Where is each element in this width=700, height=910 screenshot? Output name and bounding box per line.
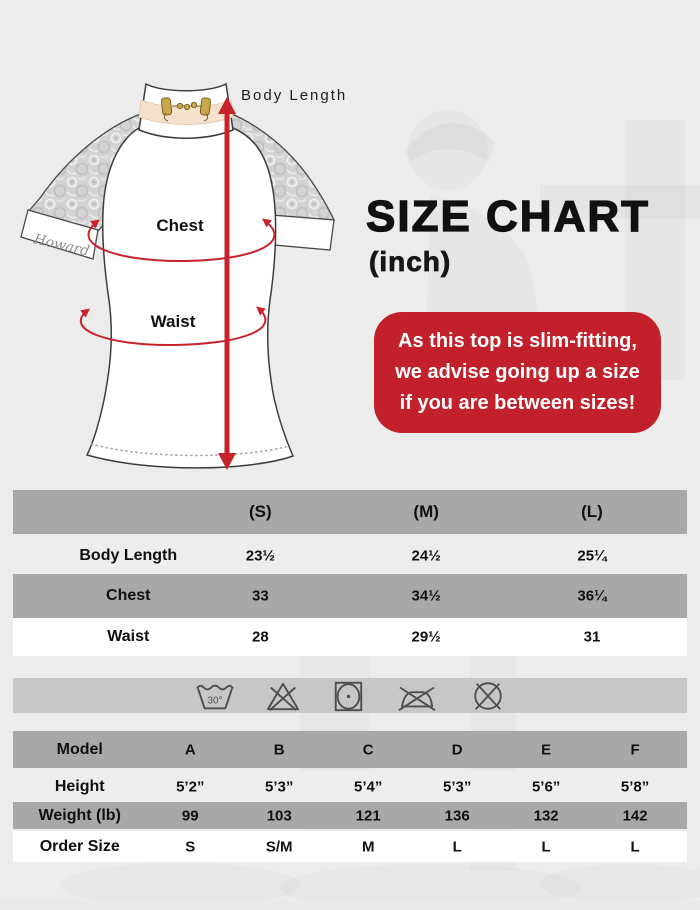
fit-notice-box bbox=[374, 312, 661, 433]
size-value: 25¼ bbox=[577, 547, 607, 564]
order-size-value: S/M bbox=[265, 838, 293, 855]
model-value: F bbox=[630, 741, 640, 758]
wash-temp-text: 30° bbox=[207, 695, 223, 707]
bottom-strip bbox=[0, 901, 700, 910]
do-not-bleach-icon bbox=[261, 679, 305, 713]
size-value: 31 bbox=[583, 628, 601, 646]
waist-label: Waist bbox=[150, 312, 196, 331]
chest-label: Chest bbox=[156, 216, 204, 235]
notice-line: we advise going up a size bbox=[395, 361, 640, 383]
height-value: 5’3” bbox=[442, 778, 472, 795]
size-value: 28 bbox=[252, 628, 269, 646]
table-row-waist bbox=[13, 618, 687, 656]
row-label: Model bbox=[56, 740, 103, 758]
size-value: 24½ bbox=[411, 547, 441, 564]
table-row-body-length bbox=[13, 537, 687, 574]
weight-value: 132 bbox=[533, 807, 559, 824]
size-value: 33 bbox=[252, 587, 269, 605]
weight-value: 142 bbox=[622, 807, 648, 824]
page-title: SIZE CHART bbox=[366, 192, 650, 241]
height-value: 5’6” bbox=[531, 778, 561, 795]
order-size-value: S bbox=[185, 838, 196, 855]
height-value: 5’4” bbox=[354, 778, 383, 795]
order-size-value: L bbox=[630, 838, 640, 855]
weight-value: 121 bbox=[355, 807, 381, 824]
wash-30-icon bbox=[193, 679, 237, 713]
body-length-label: Body Length bbox=[241, 87, 348, 104]
order-size-value: L bbox=[452, 838, 462, 855]
weight-value: 99 bbox=[181, 807, 199, 824]
do-not-iron-icon bbox=[395, 679, 439, 713]
table-row-chest bbox=[13, 574, 687, 618]
row-label: Height bbox=[54, 777, 105, 795]
model-table-header-row bbox=[13, 731, 687, 768]
collar bbox=[139, 84, 233, 138]
model-value: E bbox=[541, 741, 552, 758]
sleeve-brand-text: Howard bbox=[32, 231, 91, 260]
model-table-weight-row bbox=[13, 802, 687, 829]
size-value: 23½ bbox=[245, 547, 275, 564]
order-size-value: L bbox=[541, 838, 551, 855]
size-table-header-row bbox=[13, 490, 687, 534]
model-value: C bbox=[362, 741, 374, 758]
tumble-dry-low-icon bbox=[326, 679, 370, 713]
size-value: 29½ bbox=[411, 628, 441, 646]
size-col-l: (L) bbox=[581, 502, 603, 521]
model-table-order-size-row bbox=[13, 831, 687, 862]
size-value: 36¼ bbox=[577, 587, 607, 605]
size-col-s: (S) bbox=[249, 502, 272, 521]
row-label: Order Size bbox=[39, 837, 120, 855]
model-value: A bbox=[184, 741, 196, 758]
row-label: Weight (lb) bbox=[38, 806, 121, 824]
size-value: 34½ bbox=[411, 587, 441, 605]
size-col-m: (M) bbox=[413, 502, 439, 521]
height-value: 5’8” bbox=[620, 778, 650, 795]
notice-line: if you are between sizes! bbox=[399, 392, 636, 414]
height-value: 5’2” bbox=[176, 778, 205, 795]
model-value: D bbox=[451, 741, 463, 758]
model-table-height-row bbox=[13, 771, 687, 802]
model-value: B bbox=[273, 741, 285, 758]
weight-value: 136 bbox=[444, 807, 470, 824]
care-symbols-band bbox=[13, 678, 687, 713]
order-size-value: M bbox=[361, 838, 375, 855]
do-not-dry-clean-icon bbox=[466, 679, 510, 713]
row-label: Waist bbox=[107, 628, 150, 645]
row-label: Chest bbox=[106, 587, 151, 604]
height-value: 5’3” bbox=[265, 778, 294, 795]
notice-line: As this top is slim-fitting, bbox=[398, 330, 637, 352]
row-label: Body Length bbox=[79, 546, 178, 564]
shirt-body bbox=[87, 128, 293, 468]
title-unit: (inch) bbox=[369, 246, 452, 277]
weight-value: 103 bbox=[266, 807, 292, 824]
